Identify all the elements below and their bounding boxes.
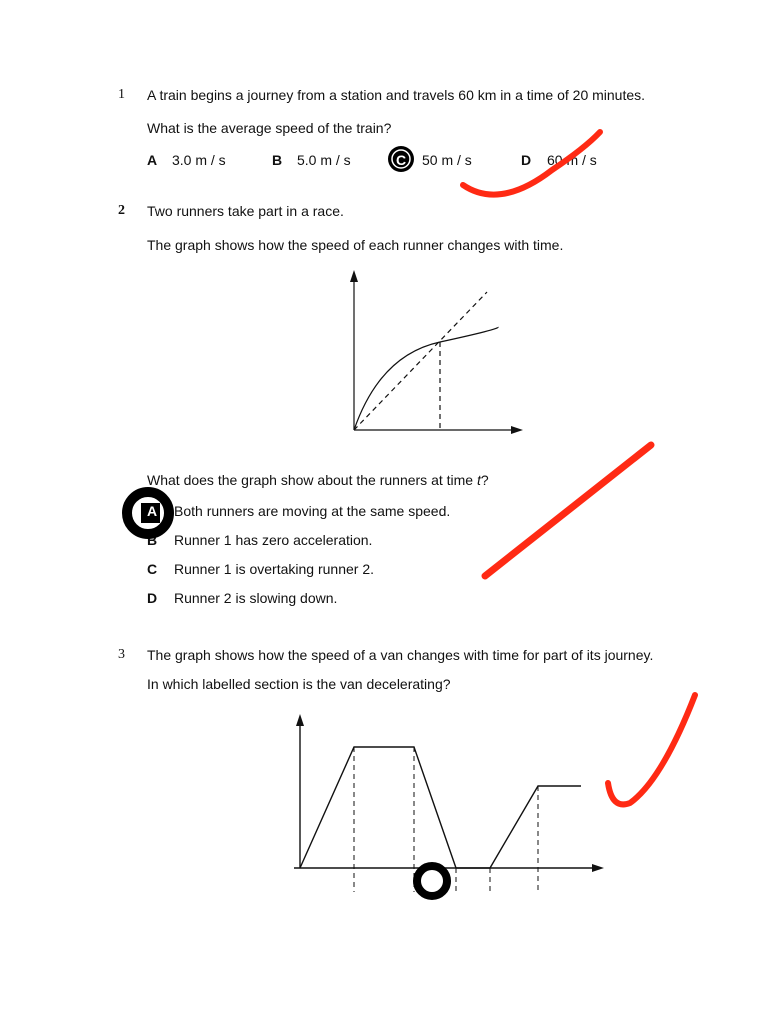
q2-option-d-letter[interactable]: D (147, 590, 158, 606)
q2-red-stroke-mark (485, 445, 651, 576)
q1-option-b-text: 5.0 m / s (297, 152, 351, 168)
question-3-prompt: In which labelled section is the van decelerating? (147, 676, 451, 692)
q1-option-b-letter[interactable]: B (272, 152, 283, 168)
q2-option-a-letter[interactable]: A (147, 503, 158, 519)
question-2-prompt-end: ? (480, 472, 489, 488)
question-2-graph-caption: The graph shows how the speed of each runner changes with time. (147, 237, 564, 253)
q1-option-c-letter[interactable]: C (396, 152, 407, 168)
question-2-time-variable: t (476, 472, 481, 488)
q3-red-tick-mark (608, 695, 695, 804)
question-2-number: 2 (118, 203, 125, 218)
question-1-number: 1 (118, 87, 125, 102)
q2-option-b-letter[interactable]: B (147, 532, 158, 548)
question-3-number: 3 (118, 647, 125, 662)
question-1-prompt: What is the average speed of the train? (147, 120, 392, 136)
q2-option-d-text: Runner 2 is slowing down. (174, 590, 338, 606)
q1-option-a-text: 3.0 m / s (172, 152, 226, 168)
q2-option-b-text: Runner 1 has zero acceleration. (174, 532, 373, 548)
q2-option-c-letter[interactable]: C (147, 561, 158, 577)
question-3-stem: The graph shows how the speed of a van changes with time for part of its journey. (147, 647, 654, 663)
question-1-stem: A train begins a journey from a station and travels 60 km in a time of 20 minutes. (147, 87, 646, 103)
q1-option-c-text: 50 m / s (422, 152, 472, 168)
q1-option-a-letter[interactable]: A (147, 152, 158, 168)
q3-answer-circle (417, 866, 447, 896)
question-2-stem: Two runners take part in a race. (147, 203, 344, 219)
q2-option-c-text: Runner 1 is overtaking runner 2. (174, 561, 374, 577)
question-2-prompt-start: What does the graph show about the runners at time (147, 472, 477, 488)
q1-red-tick-mark (463, 132, 600, 195)
q2-option-a-text: Both runners are moving at the same speed. (174, 503, 451, 519)
q1-option-d-text: 60 m / s (547, 152, 597, 168)
q1-option-d-letter[interactable]: D (521, 152, 532, 168)
